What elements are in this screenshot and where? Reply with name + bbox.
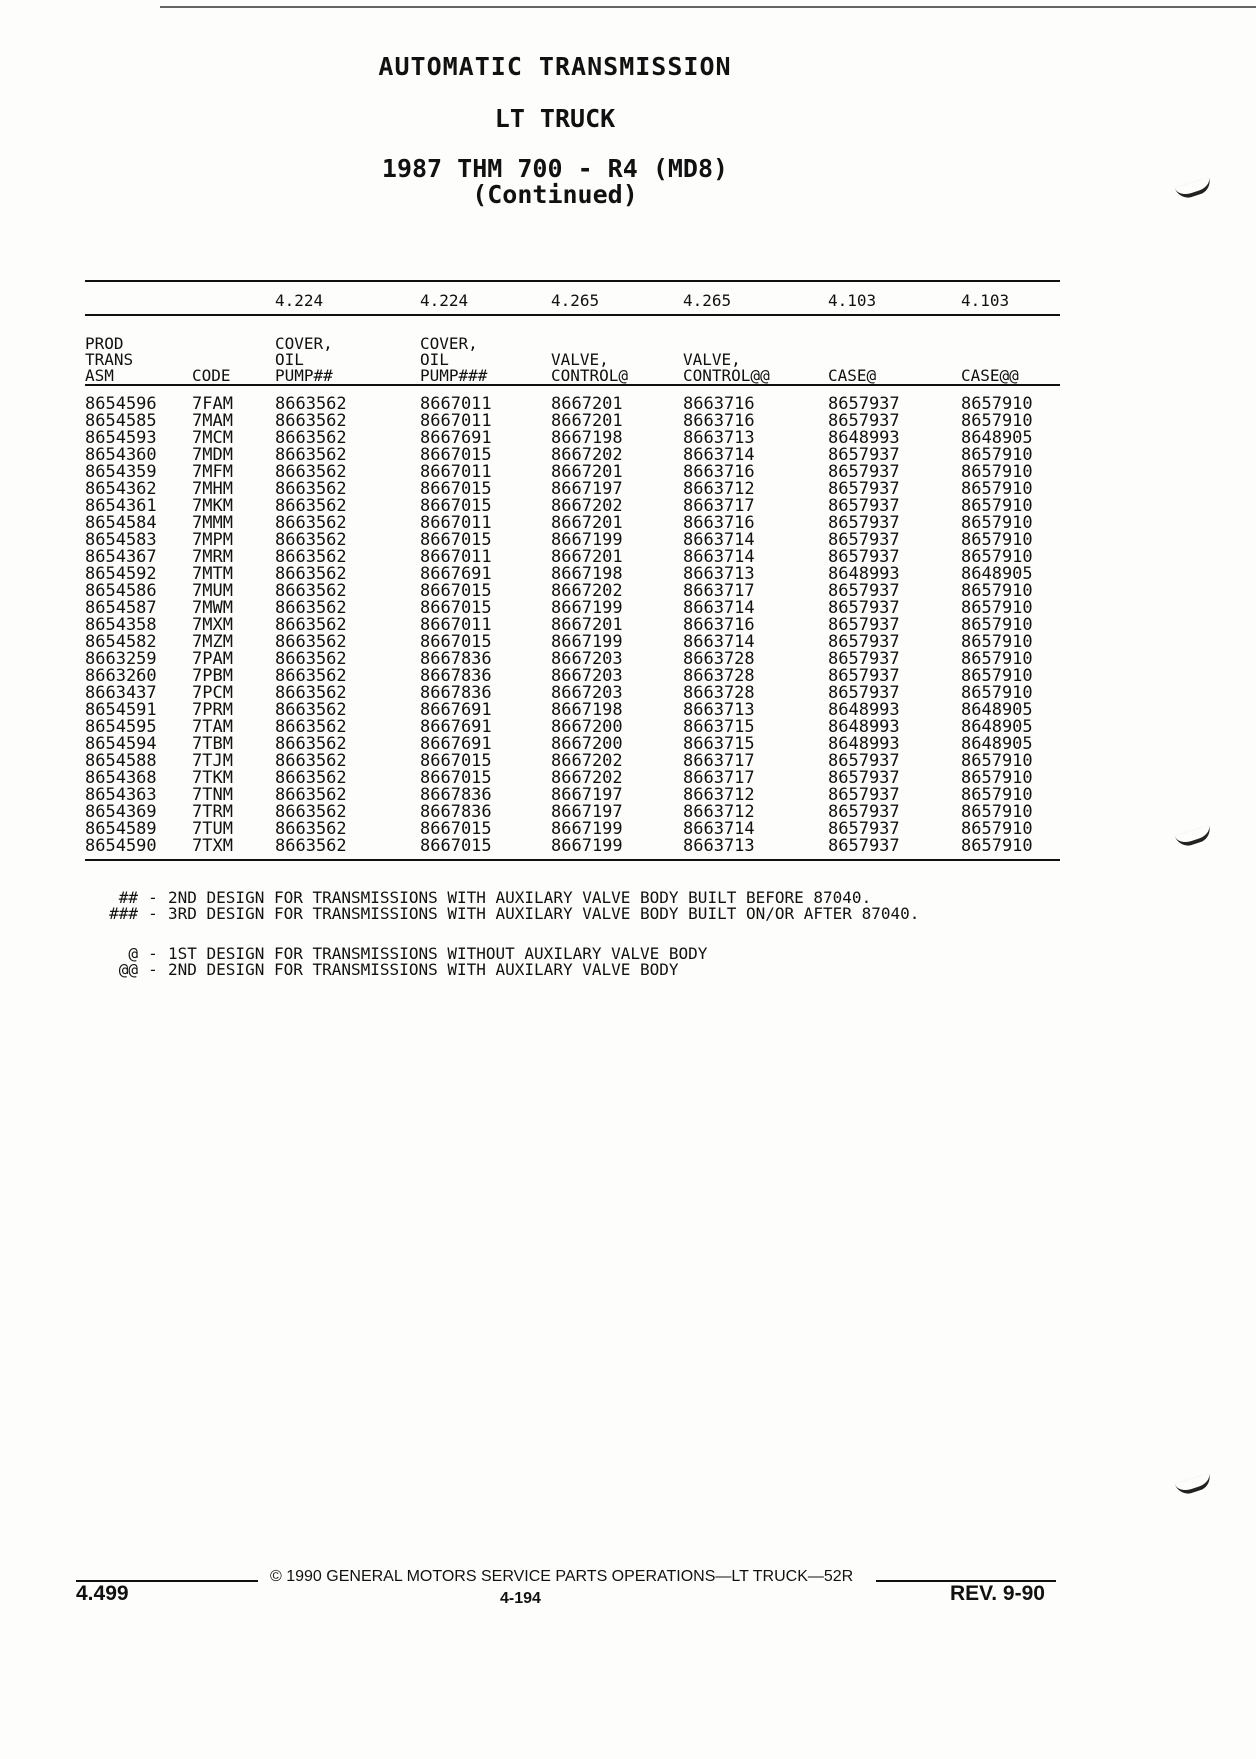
table-cell: 8657910 bbox=[961, 632, 1033, 652]
table-cell: 7MXM bbox=[192, 615, 233, 635]
table-cell: 8667199 bbox=[551, 530, 623, 550]
table-row bbox=[85, 838, 1060, 855]
table-cell: 8654584 bbox=[85, 513, 157, 533]
table-cell: 8667691 bbox=[420, 717, 492, 737]
table-cell: 8657937 bbox=[828, 819, 900, 839]
table-cell: 7MCM bbox=[192, 428, 233, 448]
table-cell: 8667011 bbox=[420, 411, 492, 431]
table-cell: 8667201 bbox=[551, 547, 623, 567]
table-cell: 8667836 bbox=[420, 785, 492, 805]
table-cell: 8663562 bbox=[275, 564, 347, 584]
table-cell: 8657910 bbox=[961, 530, 1033, 550]
table-cell: 8663562 bbox=[275, 785, 347, 805]
table-cell: 8667199 bbox=[551, 632, 623, 652]
table-cell: 7TXM bbox=[192, 836, 233, 856]
table-cell: 8654363 bbox=[85, 785, 157, 805]
table-cell: 8667015 bbox=[420, 632, 492, 652]
table-cell: 8657937 bbox=[828, 785, 900, 805]
table-cell: 8667201 bbox=[551, 615, 623, 635]
table-cell: 8657910 bbox=[961, 598, 1033, 618]
table-cell: 8663259 bbox=[85, 649, 157, 669]
ref-cell: 4.265 bbox=[683, 291, 732, 310]
table-cell: 8667011 bbox=[420, 394, 492, 414]
table-cell: 8667197 bbox=[551, 802, 623, 822]
table-cell: 8663562 bbox=[275, 496, 347, 516]
table-cell: 8663562 bbox=[275, 411, 347, 431]
table-cell: 8663716 bbox=[683, 513, 755, 533]
table-cell: 8667198 bbox=[551, 428, 623, 448]
table-cell: 8663713 bbox=[683, 564, 755, 584]
table-cell: 8667015 bbox=[420, 581, 492, 601]
table-cell: 7TBM bbox=[192, 734, 233, 754]
table-cell: 8663716 bbox=[683, 411, 755, 431]
table-cell: 8667198 bbox=[551, 700, 623, 720]
table-cell: 8667015 bbox=[420, 836, 492, 856]
table-cell: 8657937 bbox=[828, 445, 900, 465]
table-cell: 8667199 bbox=[551, 598, 623, 618]
table-cell: 7MTM bbox=[192, 564, 233, 584]
table-cell: 7FAM bbox=[192, 394, 233, 414]
table-cell: 8657937 bbox=[828, 615, 900, 635]
table-cell: 8657937 bbox=[828, 598, 900, 618]
table-cell: 8663562 bbox=[275, 462, 347, 482]
table-cell: 7MRM bbox=[192, 547, 233, 567]
table-cell: 8663713 bbox=[683, 836, 755, 856]
table-cell: 8657910 bbox=[961, 445, 1033, 465]
table-cell: 8648905 bbox=[961, 734, 1033, 754]
table-cell: 8663714 bbox=[683, 445, 755, 465]
table-cell: 8663714 bbox=[683, 632, 755, 652]
table-cell: 7TRM bbox=[192, 802, 233, 822]
table-cell: 8657937 bbox=[828, 462, 900, 482]
table-cell: 7TUM bbox=[192, 819, 233, 839]
table-cell: 8667202 bbox=[551, 496, 623, 516]
table-cell: 8654359 bbox=[85, 462, 157, 482]
footnote-text: 1ST DESIGN FOR TRANSMISSIONS WITHOUT AUXILARY VALVE BODY bbox=[168, 944, 708, 963]
table-cell: 8663712 bbox=[683, 802, 755, 822]
ref-cell: 4.224 bbox=[275, 291, 324, 310]
table-cell: 8667202 bbox=[551, 581, 623, 601]
table-cell: 8654596 bbox=[85, 394, 157, 414]
table-cell: 8667691 bbox=[420, 564, 492, 584]
table-cell: 8657910 bbox=[961, 768, 1033, 788]
table-cell: 8663562 bbox=[275, 768, 347, 788]
column-header-cover-oil-pump-3: COVER, OIL PUMP### bbox=[420, 334, 488, 385]
table-cell: 8663562 bbox=[275, 547, 347, 567]
footnote-symbol: @@ bbox=[118, 960, 138, 979]
table-cell: 8657937 bbox=[828, 836, 900, 856]
table-cell: 8667015 bbox=[420, 496, 492, 516]
table-cell: 8663260 bbox=[85, 666, 157, 686]
table-cell: 8654583 bbox=[85, 530, 157, 550]
column-header-cover-oil-pump-2: COVER, OIL PUMP## bbox=[275, 334, 333, 385]
table-cell: 8667015 bbox=[420, 598, 492, 618]
table-cell: 8667202 bbox=[551, 768, 623, 788]
table-cell: 8667691 bbox=[420, 428, 492, 448]
section-number: 4.499 bbox=[76, 1582, 129, 1605]
footnote-dash: - bbox=[148, 960, 158, 979]
table-cell: 8667199 bbox=[551, 836, 623, 856]
table-cell: 8667836 bbox=[420, 649, 492, 669]
table-cell: 8657910 bbox=[961, 411, 1033, 431]
table-cell: 8663712 bbox=[683, 479, 755, 499]
table-cell: 8667201 bbox=[551, 513, 623, 533]
table-cell: 8663562 bbox=[275, 717, 347, 737]
table-cell: 8667015 bbox=[420, 479, 492, 499]
table-cell: 8657910 bbox=[961, 683, 1033, 703]
table-cell: 8657910 bbox=[961, 649, 1033, 669]
table-cell: 8654368 bbox=[85, 768, 157, 788]
table-cell: 7MPM bbox=[192, 530, 233, 550]
page-number: 4-194 bbox=[500, 1590, 541, 1607]
table-cell: 8663562 bbox=[275, 445, 347, 465]
table-cell: 7TKM bbox=[192, 768, 233, 788]
binder-hole-mark bbox=[1175, 177, 1214, 201]
table-cell: 8663713 bbox=[683, 428, 755, 448]
table-cell: 8657910 bbox=[961, 547, 1033, 567]
table-cell: 8667202 bbox=[551, 751, 623, 771]
table-cell: 8657910 bbox=[961, 394, 1033, 414]
table-cell: 8657937 bbox=[828, 411, 900, 431]
table-cell: 8654595 bbox=[85, 717, 157, 737]
table-cell: 8663562 bbox=[275, 428, 347, 448]
table-cell: 8667015 bbox=[420, 751, 492, 771]
table-cell: 8654588 bbox=[85, 751, 157, 771]
table-cell: 8648993 bbox=[828, 428, 900, 448]
table-cell: 7PAM bbox=[192, 649, 233, 669]
top-edge-rule bbox=[160, 6, 1256, 8]
table-cell: 8657910 bbox=[961, 802, 1033, 822]
table-cell: 8657937 bbox=[828, 802, 900, 822]
table-cell: 7TAM bbox=[192, 717, 233, 737]
column-header-valve-control-2: VALVE, CONTROL@@ bbox=[683, 350, 770, 385]
table-cell: 8667011 bbox=[420, 547, 492, 567]
table-cell: 8663717 bbox=[683, 496, 755, 516]
table-cell: 8654585 bbox=[85, 411, 157, 431]
table-cell: 8663562 bbox=[275, 751, 347, 771]
table-cell: 8663562 bbox=[275, 598, 347, 618]
table-cell: 8667011 bbox=[420, 462, 492, 482]
table-cell: 8663716 bbox=[683, 462, 755, 482]
table-cell: 8663562 bbox=[275, 615, 347, 635]
table-cell: 8663717 bbox=[683, 751, 755, 771]
table-cell: 8657937 bbox=[828, 530, 900, 550]
table-cell: 8663714 bbox=[683, 547, 755, 567]
table-cell: 7MDM bbox=[192, 445, 233, 465]
table-cell: 8657937 bbox=[828, 649, 900, 669]
table-cell: 8667200 bbox=[551, 717, 623, 737]
table-cell: 8657937 bbox=[828, 547, 900, 567]
table-cell: 8663717 bbox=[683, 581, 755, 601]
table-cell: 8654367 bbox=[85, 547, 157, 567]
footnote bbox=[85, 906, 1085, 922]
table-body bbox=[85, 386, 1060, 859]
table-cell: 8663562 bbox=[275, 632, 347, 652]
table-cell: 8654358 bbox=[85, 615, 157, 635]
table-cell: 8663714 bbox=[683, 598, 755, 618]
table-cell: 8654582 bbox=[85, 632, 157, 652]
table-cell: 8648905 bbox=[961, 428, 1033, 448]
table-bottom-rule bbox=[85, 859, 1060, 861]
table-cell: 8663728 bbox=[683, 683, 755, 703]
table-cell: 8663562 bbox=[275, 513, 347, 533]
table-cell: 8663713 bbox=[683, 700, 755, 720]
table-cell: 8657937 bbox=[828, 683, 900, 703]
table-cell: 8654593 bbox=[85, 428, 157, 448]
table-cell: 8648993 bbox=[828, 564, 900, 584]
table-cell: 8663562 bbox=[275, 581, 347, 601]
table-cell: 8657910 bbox=[961, 751, 1033, 771]
table-cell: 8654591 bbox=[85, 700, 157, 720]
table-cell: 8654362 bbox=[85, 479, 157, 499]
table-cell: 8648993 bbox=[828, 700, 900, 720]
footnote-dash: - bbox=[148, 888, 158, 907]
column-header-code: CODE bbox=[192, 366, 231, 385]
table-cell: 8667836 bbox=[420, 802, 492, 822]
table-cell: 8667836 bbox=[420, 683, 492, 703]
table-cell: 8657910 bbox=[961, 836, 1033, 856]
revision-label: REV. 9-90 bbox=[950, 1582, 1045, 1605]
table-cell: 8657910 bbox=[961, 462, 1033, 482]
table-cell: 8663562 bbox=[275, 530, 347, 550]
footnote-text: 2ND DESIGN FOR TRANSMISSIONS WITH AUXILARY VALVE BODY BUILT BEFORE 87040. bbox=[168, 888, 872, 907]
table-cell: 8663716 bbox=[683, 394, 755, 414]
table-cell: 8654589 bbox=[85, 819, 157, 839]
table-cell: 7PBM bbox=[192, 666, 233, 686]
table-cell: 8654590 bbox=[85, 836, 157, 856]
table-cell: 8657910 bbox=[961, 615, 1033, 635]
table-cell: 7TNM bbox=[192, 785, 233, 805]
table-cell: 8667015 bbox=[420, 530, 492, 550]
table-cell: 8667015 bbox=[420, 445, 492, 465]
table-cell: 7MHM bbox=[192, 479, 233, 499]
table-cell: 8654587 bbox=[85, 598, 157, 618]
table-cell: 8657937 bbox=[828, 513, 900, 533]
table-cell: 8654369 bbox=[85, 802, 157, 822]
table-cell: 8667011 bbox=[420, 513, 492, 533]
column-header-valve-control-1: VALVE, CONTROL@ bbox=[551, 350, 629, 385]
footnote-symbol: @ bbox=[128, 944, 138, 963]
table-cell: 8663714 bbox=[683, 530, 755, 550]
table-cell: 8657937 bbox=[828, 751, 900, 771]
footnote-dash: - bbox=[148, 904, 158, 923]
table-cell: 8648905 bbox=[961, 564, 1033, 584]
table-cell: 8654586 bbox=[85, 581, 157, 601]
table-cell: 8663728 bbox=[683, 666, 755, 686]
table-cell: 8663717 bbox=[683, 768, 755, 788]
table-cell: 7MWM bbox=[192, 598, 233, 618]
table-cell: 8657937 bbox=[828, 632, 900, 652]
footnotes bbox=[85, 890, 1085, 978]
table-cell: 8667203 bbox=[551, 649, 623, 669]
table-cell: 8663562 bbox=[275, 666, 347, 686]
table-cell: 8663562 bbox=[275, 819, 347, 839]
column-header-case-1: CASE@ bbox=[828, 366, 877, 385]
table-cell: 7TJM bbox=[192, 751, 233, 771]
table-cell: 8657937 bbox=[828, 394, 900, 414]
table-cell: 7PCM bbox=[192, 683, 233, 703]
table-cell: 8667836 bbox=[420, 666, 492, 686]
table-cell: 8667015 bbox=[420, 768, 492, 788]
footnote-text: 3RD DESIGN FOR TRANSMISSIONS WITH AUXILARY VALVE BODY BUILT ON/OR AFTER 87040. bbox=[168, 904, 920, 923]
binder-hole-mark bbox=[1175, 1473, 1214, 1497]
table-cell: 8663562 bbox=[275, 649, 347, 669]
table-cell: 8654592 bbox=[85, 564, 157, 584]
ref-cell: 4.103 bbox=[961, 291, 1010, 310]
table-cell: 8657937 bbox=[828, 666, 900, 686]
table-cell: 8657910 bbox=[961, 496, 1033, 516]
table-cell: 8667197 bbox=[551, 785, 623, 805]
table-cell: 8667691 bbox=[420, 734, 492, 754]
page-subtitle: LT TRUCK bbox=[494, 104, 616, 133]
table-cell: 7MUM bbox=[192, 581, 233, 601]
table-cell: 8648993 bbox=[828, 717, 900, 737]
table-cell: 8667197 bbox=[551, 479, 623, 499]
table-cell: 7MMM bbox=[192, 513, 233, 533]
table-cell: 7MAM bbox=[192, 411, 233, 431]
table-cell: 7PRM bbox=[192, 700, 233, 720]
column-header-prod-trans-asm: PROD TRANS ASM bbox=[85, 334, 134, 385]
table-cell: 8648993 bbox=[828, 734, 900, 754]
ref-cell: 4.265 bbox=[551, 291, 600, 310]
column-header-case-2: CASE@@ bbox=[961, 366, 1019, 385]
table-cell: 8657910 bbox=[961, 819, 1033, 839]
binder-hole-mark bbox=[1175, 825, 1214, 849]
table-cell: 8663562 bbox=[275, 836, 347, 856]
continued-label: (Continued) bbox=[472, 180, 638, 209]
table-cell: 8667200 bbox=[551, 734, 623, 754]
model-title: 1987 THM 700 - R4 (MD8) bbox=[381, 154, 729, 183]
footnote-symbol: ## bbox=[118, 888, 138, 907]
table-cell: 8657910 bbox=[961, 581, 1033, 601]
table-cell: 8657910 bbox=[961, 479, 1033, 499]
table-cell: 8648905 bbox=[961, 717, 1033, 737]
table-cell: 8667203 bbox=[551, 683, 623, 703]
page-title: AUTOMATIC TRANSMISSION bbox=[378, 52, 732, 81]
table-cell: 8667199 bbox=[551, 819, 623, 839]
reference-number-row bbox=[85, 282, 1060, 314]
parts-table bbox=[85, 280, 1060, 861]
table-cell: 8667198 bbox=[551, 564, 623, 584]
table-cell: 8667201 bbox=[551, 462, 623, 482]
table-cell: 8657937 bbox=[828, 479, 900, 499]
table-cell: 8663715 bbox=[683, 734, 755, 754]
table-cell: 8657910 bbox=[961, 785, 1033, 805]
footnote-dash: - bbox=[148, 944, 158, 963]
table-cell: 8663728 bbox=[683, 649, 755, 669]
table-cell: 8654361 bbox=[85, 496, 157, 516]
table-header-row bbox=[85, 316, 1060, 384]
table-cell: 8663562 bbox=[275, 700, 347, 720]
table-cell: 8657937 bbox=[828, 496, 900, 516]
ref-cell: 4.224 bbox=[420, 291, 469, 310]
table-cell: 8663437 bbox=[85, 683, 157, 703]
table-cell: 8663716 bbox=[683, 615, 755, 635]
table-cell: 8667202 bbox=[551, 445, 623, 465]
footnote-text: 2ND DESIGN FOR TRANSMISSIONS WITH AUXILARY VALVE BODY bbox=[168, 960, 679, 979]
table-cell: 8667015 bbox=[420, 819, 492, 839]
footnote-symbol: ### bbox=[109, 904, 138, 923]
ref-cell: 4.103 bbox=[828, 291, 877, 310]
table-cell: 7MZM bbox=[192, 632, 233, 652]
table-cell: 8663562 bbox=[275, 802, 347, 822]
table-cell: 8663714 bbox=[683, 819, 755, 839]
table-cell: 8667201 bbox=[551, 411, 623, 431]
table-cell: 8663562 bbox=[275, 734, 347, 754]
table-cell: 8657910 bbox=[961, 513, 1033, 533]
table-cell: 8648905 bbox=[961, 700, 1033, 720]
table-cell: 8657910 bbox=[961, 666, 1033, 686]
table-cell: 8663562 bbox=[275, 394, 347, 414]
table-cell: 8657937 bbox=[828, 581, 900, 601]
table-cell: 7MFM bbox=[192, 462, 233, 482]
table-cell: 8667201 bbox=[551, 394, 623, 414]
table-cell: 8663712 bbox=[683, 785, 755, 805]
table-cell: 8654360 bbox=[85, 445, 157, 465]
footnote bbox=[85, 962, 1085, 978]
table-cell: 8667011 bbox=[420, 615, 492, 635]
table-cell: 8667203 bbox=[551, 666, 623, 686]
table-cell: 8663562 bbox=[275, 683, 347, 703]
table-cell: 8657937 bbox=[828, 768, 900, 788]
table-cell: 8654594 bbox=[85, 734, 157, 754]
table-cell: 7MKM bbox=[192, 496, 233, 516]
table-cell: 8663715 bbox=[683, 717, 755, 737]
table-cell: 8667691 bbox=[420, 700, 492, 720]
table-cell: 8663562 bbox=[275, 479, 347, 499]
footer-copyright: © 1990 GENERAL MOTORS SERVICE PARTS OPERATIONS—LT TRUCK—52R bbox=[270, 1568, 854, 1585]
